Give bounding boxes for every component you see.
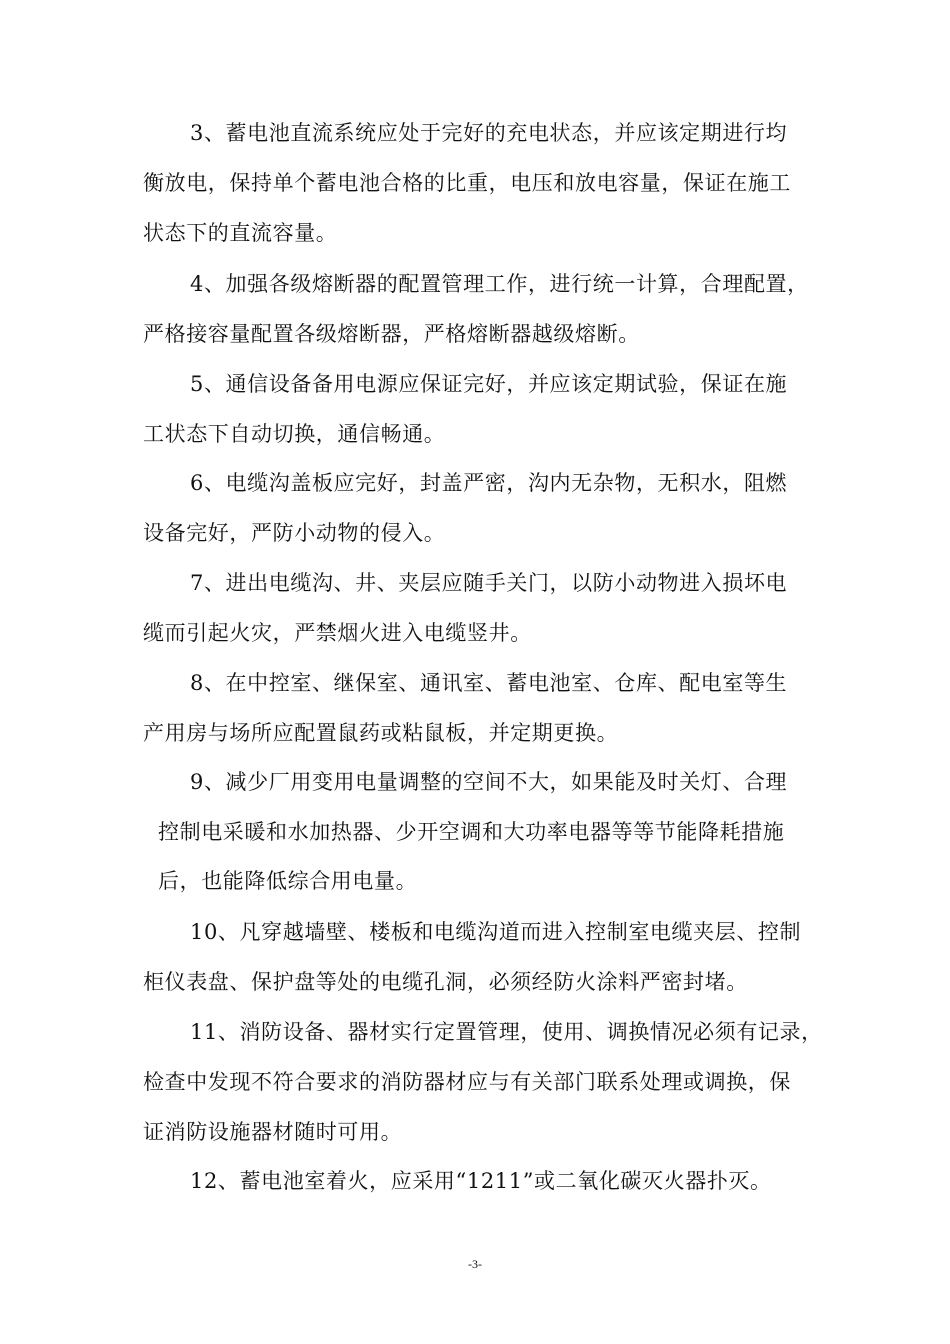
text-line: 3、蓄电池直流系统应处于完好的充电状态，并应该定期进行均 [190, 121, 788, 145]
text-line: 产用房与场所应配置鼠药或粘鼠板，并定期更换。 [143, 721, 619, 745]
text-line: 7、进出电缆沟、井、夹层应随手关门，以防小动物进入损坏电 [190, 571, 788, 595]
text-line: 严格接容量配置各级熔断器，严格熔断器越级熔断。 [143, 322, 640, 346]
page-number: -3- [468, 1257, 482, 1271]
text-line: 5、通信设备备用电源应保证完好，并应该定期试验，保证在施 [190, 372, 788, 396]
text-line: 设备完好，严防小动物的侵入。 [143, 521, 446, 545]
text-line: 10、凡穿越墙壁、楼板和电缆沟道而进入控制室电缆夹层、控制 [190, 920, 802, 944]
text-line: 工状态下自动切换，通信畅通。 [143, 422, 446, 446]
text-line: 后，也能降低综合用电量。 [158, 869, 418, 893]
text-line: 柜仪表盘、保护盘等处的电缆孔洞，必须经防火涂料严密封堵。 [143, 970, 748, 994]
text-line: 证消防设施器材随时可用。 [143, 1120, 403, 1144]
text-line: 检查中发现不符合要求的消防器材应与有关部门联系处理或调换，保 [143, 1070, 791, 1094]
text-line: 状态下的直流容量。 [143, 221, 338, 245]
text-line: 12、蓄电池室着火，应采用“1211”或二氧化碳灭火器扑灭。 [190, 1169, 772, 1193]
text-line: 8、在中控室、继保室、通讯室、蓄电池室、仓库、配电室等生 [190, 671, 788, 695]
text-line: 4、加强各级熔断器的配置管理工作，进行统一计算，合理配置， [190, 272, 809, 296]
text-line: 11、消防设备、器材实行定置管理，使用、调换情况必须有记录， [190, 1020, 823, 1044]
text-line: 缆而引起火灾，严禁烟火进入电缆竖井。 [143, 621, 532, 645]
text-line: 衡放电，保持单个蓄电池合格的比重，电压和放电容量，保证在施工 [143, 171, 791, 195]
text-line: 控制电采暖和水加热器、少开空调和大功率电器等等节能降耗措施 [158, 820, 785, 844]
text-line: 6、电缆沟盖板应完好，封盖严密，沟内无杂物，无积水，阻燃 [190, 471, 788, 495]
text-line: 9、减少厂用变用电量调整的空间不大，如果能及时关灯、合理 [190, 770, 788, 794]
